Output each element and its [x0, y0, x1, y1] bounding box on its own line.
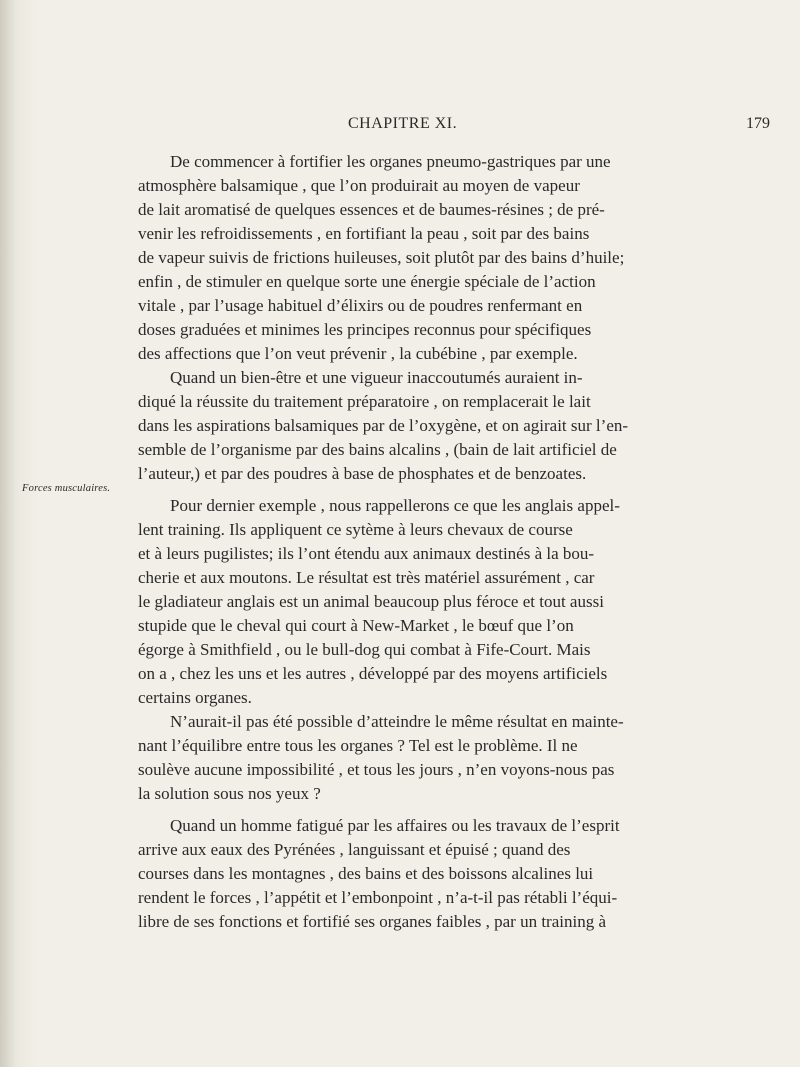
page-number: 179 [746, 115, 770, 132]
body-text [138, 150, 766, 934]
text-line: diqué la réussite du traitement préparatoire , on remplacerait le lait [138, 392, 591, 411]
paragraph [138, 150, 766, 366]
text-line: rendent le forces , l’appétit et l’embonpoint , n’a-t-il pas rétabli l’équi- [138, 888, 618, 907]
text-line: De commencer à fortifier les organes pneumo-gastriques par une [170, 152, 611, 171]
text-line: Pour dernier exemple , nous rappellerons ce que les anglais appel- [170, 496, 620, 515]
text-line: dans les aspirations balsamiques par de l’oxygène, et on agirait sur l’en- [138, 416, 629, 435]
text-line: doses graduées et minimes les principes reconnus pour spécifiques [138, 320, 592, 339]
text-line: cherie et aux moutons. Le résultat est très matériel assurément , car [138, 568, 595, 587]
margin-note: Forces musculaires. [22, 483, 111, 494]
text-line: Quand un homme fatigué par les affaires ou les travaux de l’esprit [170, 816, 620, 835]
paragraph [138, 366, 766, 486]
text-line: soulève aucune impossibilité , et tous les jours , n’en voyons-nous pas [138, 760, 615, 779]
text-line: arrive aux eaux des Pyrénées , languissant et épuisé ; quand des [138, 840, 571, 859]
text-line: N’aurait-il pas été possible d’atteindre le même résultat en mainte- [170, 712, 624, 731]
text-line: vitale , par l’usage habituel d’élixirs ou de poudres renfermant en [138, 296, 583, 315]
text-line: égorge à Smithfield , ou le bull-dog qui combat à Fife-Court. Mais [138, 640, 591, 659]
text-line: enfin , de stimuler en quelque sorte une énergie spéciale de l’action [138, 272, 596, 291]
text-line: l’auteur,) et par des poudres à base de phosphates et de benzoates. [138, 464, 587, 483]
paragraph [138, 710, 766, 806]
text-line: stupide que le cheval qui court à New-Market , le bœuf que l’on [138, 616, 574, 635]
running-head [0, 115, 800, 139]
page-gutter-shadow [0, 0, 14, 1067]
text-line: on a , chez les uns et les autres , développé par des moyens artificiels [138, 664, 608, 683]
text-line: courses dans les montagnes , des bains et des boissons alcalines lui [138, 864, 594, 883]
paragraph [138, 494, 766, 710]
text-line: le gladiateur anglais est un animal beaucoup plus féroce et tout aussi [138, 592, 604, 611]
text-line: venir les refroidissements , en fortifiant la peau , soit par des bains [138, 224, 590, 243]
chapter-title: CHAPITRE XI. [348, 115, 458, 132]
text-line: lent training. Ils appliquent ce sytème à leurs chevaux de course [138, 520, 573, 539]
text-line: nant l’équilibre entre tous les organes ? Tel est le problème. Il ne [138, 736, 578, 755]
text-line: libre de ses fonctions et fortifié ses organes faibles , par un training à [138, 912, 606, 931]
text-line: certains organes. [138, 688, 252, 707]
text-line: et à leurs pugilistes; ils l’ont étendu aux animaux destinés à la bou- [138, 544, 595, 563]
text-line: semble de l’organisme par des bains alcalins , (bain de lait artificiel de [138, 440, 617, 459]
text-line: de vapeur suivis de frictions huileuses, soit plutôt par des bains d’huile; [138, 248, 625, 267]
text-line: des affections que l’on veut prévenir , la cubébine , par exemple. [138, 344, 578, 363]
paragraph [138, 814, 766, 934]
text-line: Quand un bien-être et une vigueur inaccoutumés auraient in- [170, 368, 583, 387]
text-line: la solution sous nos yeux ? [138, 784, 321, 803]
text-line: de lait aromatisé de quelques essences et de baumes-résines ; de pré- [138, 200, 605, 219]
text-line: atmosphère balsamique , que l’on produirait au moyen de vapeur [138, 176, 580, 195]
